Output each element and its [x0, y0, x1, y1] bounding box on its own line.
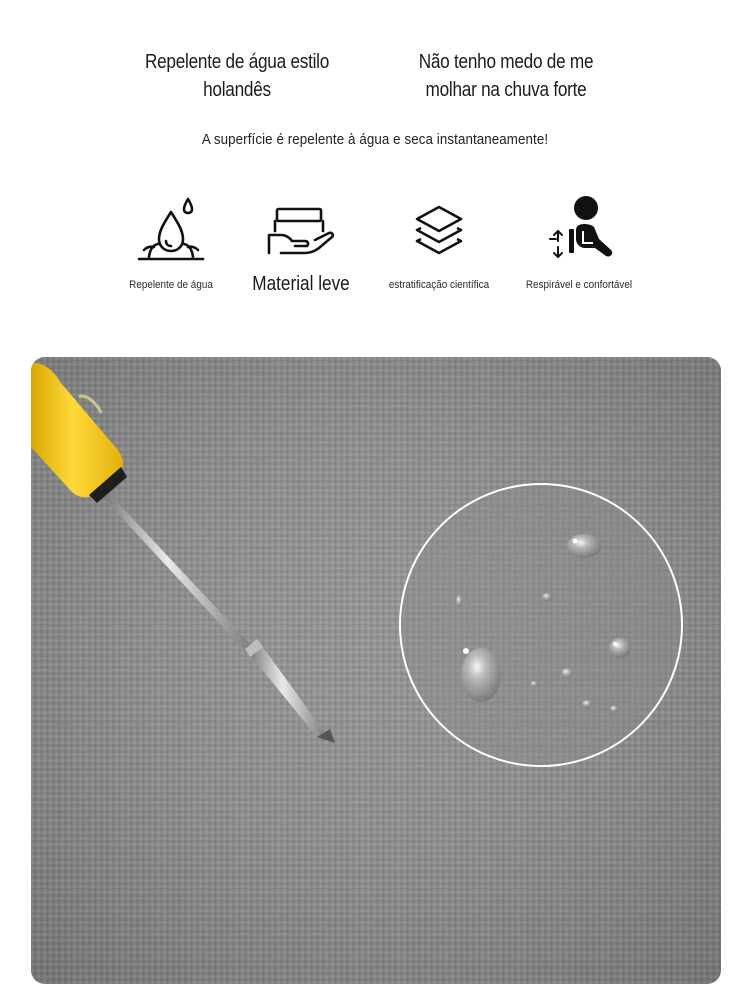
feature-label: Respirável e confortável [525, 279, 633, 291]
feature-label: Repelente de água [129, 279, 213, 291]
feature-breathable [504, 195, 654, 291]
feature-label: Material leve [252, 273, 350, 295]
feature-water-repellent [96, 195, 246, 291]
headline-rain: Não tenho medo de me molhar na chuva forte [418, 51, 594, 101]
headline-water-repellent: Repelente de água estilo holandês [144, 51, 330, 101]
feature-layers [364, 195, 514, 291]
feature-label: estratificação científica [388, 279, 490, 291]
hand-holding-fabric-icon [226, 195, 376, 267]
water-drop-splash-icon [96, 195, 246, 267]
feature-lightweight [226, 195, 376, 296]
person-seated-breathable-icon [504, 195, 654, 267]
water-droplets-magnified [400, 484, 682, 766]
fabric-texture [31, 357, 721, 984]
subheadline: A superfície é repelente à água e seca instantaneamente! [201, 132, 549, 148]
layers-icon [364, 195, 514, 267]
fabric-photo [31, 357, 721, 984]
